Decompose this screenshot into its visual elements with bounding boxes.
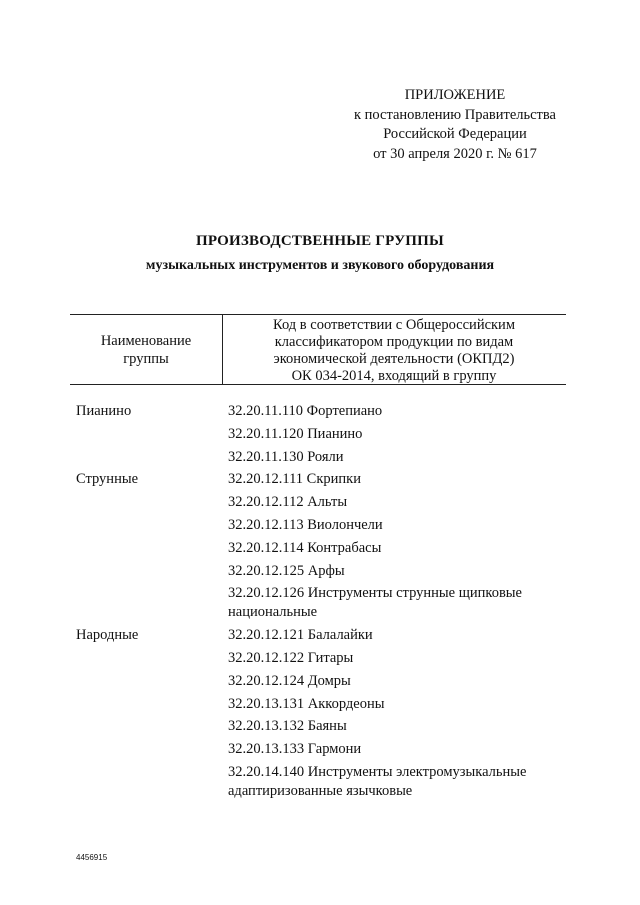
table-row: [76, 470, 576, 489]
appendix-country-line: Российской Федерации: [383, 126, 527, 142]
okpd2-item: 32.20.13.132 Баяны: [228, 718, 347, 735]
table-row: [76, 672, 576, 691]
group-name: [76, 516, 228, 535]
group-name: [76, 672, 228, 691]
group-name: [76, 717, 228, 736]
column-header-code-line: экономической деятельности (ОКПД2): [273, 351, 515, 367]
okpd2-item: 32.20.12.122 Гитары: [228, 649, 354, 666]
table-header: [70, 314, 566, 384]
okpd2-item: 32.20.12.121 Балалайки: [228, 627, 373, 644]
document-footer-code: 4456915: [76, 853, 108, 862]
group-name: [76, 695, 228, 714]
table-row: [76, 539, 576, 558]
appendix-decree-line: к постановлению Правительства: [354, 106, 556, 123]
table-row: [76, 695, 576, 714]
document-title: ПРОИЗВОДСТВЕННЫЕ ГРУППЫ: [196, 233, 444, 249]
table-row: [76, 493, 576, 512]
appendix-date-line: от 30 апреля 2020 г. № 617: [373, 145, 537, 162]
okpd2-item: 32.20.12.114 Контрабасы: [228, 539, 382, 556]
table-row: [76, 584, 576, 622]
column-header-code-line: Код в соответствии с Общероссийским: [273, 317, 515, 333]
okpd2-item: 32.20.12.126 Инструменты струнные щипковые национальные: [228, 585, 522, 621]
appendix-block: [330, 86, 580, 164]
group-name: [76, 493, 228, 512]
group-name: [76, 539, 228, 558]
okpd2-item: 32.20.14.140 Инструменты электромузыкальные адаптиризованные язычковые: [228, 763, 527, 799]
okpd2-item: 32.20.12.112 Альты: [228, 494, 348, 511]
group-name: [76, 584, 228, 622]
group-name: [76, 763, 228, 801]
okpd2-item: 32.20.12.124 Домры: [228, 672, 351, 689]
table-row: [76, 562, 576, 581]
table-row: [76, 763, 576, 801]
group-name: Пианино: [76, 403, 132, 419]
group-name: [76, 649, 228, 668]
okpd2-item: 32.20.13.133 Гармони: [228, 741, 362, 758]
okpd2-item: 32.20.12.125 Арфы: [228, 562, 345, 579]
document-subtitle: музыкальных инструментов и звукового оборудования: [145, 258, 495, 273]
group-name: [76, 562, 228, 581]
okpd2-item: 32.20.12.113 Виолончели: [228, 516, 383, 533]
group-name: Народные: [76, 627, 139, 644]
group-name: [76, 425, 228, 444]
column-header-group-line: Наименование: [100, 333, 192, 349]
column-header-code-line: классификатором продукции по видам: [274, 334, 514, 350]
column-header-group-line: группы: [123, 351, 169, 367]
table-row: [76, 425, 576, 444]
column-header-okpd2-code: [222, 317, 566, 385]
table-row: [76, 740, 576, 759]
okpd2-item: 32.20.11.110 Фортепиано: [228, 403, 383, 419]
table-row: [76, 626, 576, 645]
okpd2-item: 32.20.12.111 Скрипки: [228, 471, 361, 488]
group-name: Струнные: [76, 471, 139, 488]
table-row: [76, 448, 576, 467]
okpd2-item: 32.20.11.130 Рояли: [228, 448, 344, 465]
table-row: [76, 717, 576, 736]
table-row: [76, 402, 576, 421]
appendix-label: ПРИЛОЖЕНИЕ: [404, 87, 506, 103]
okpd2-item: 32.20.13.131 Аккордеоны: [228, 695, 385, 712]
table-body: [76, 402, 576, 805]
okpd2-item: 32.20.11.120 Пианино: [228, 425, 363, 442]
column-header-group-name: [70, 332, 222, 368]
group-name: [76, 740, 228, 759]
table-top-rule: [70, 314, 566, 315]
table-row: [76, 516, 576, 535]
column-header-code-line: ОК 034-2014, входящий в группу: [291, 368, 497, 384]
group-name: [76, 448, 228, 467]
table-row: [76, 649, 576, 668]
